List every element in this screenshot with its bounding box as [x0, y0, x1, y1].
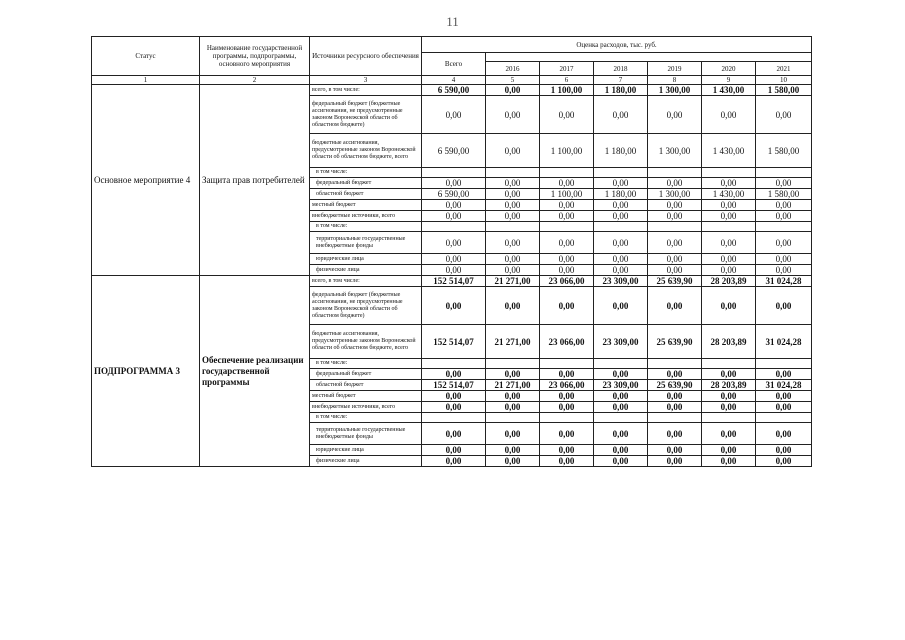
- source-label: всего, в том числе:: [310, 85, 422, 96]
- value-cell: 0,00: [540, 287, 594, 325]
- value-cell: 0,00: [422, 232, 486, 254]
- value-cell: 31 024,28: [756, 380, 812, 391]
- value-cell: 0,00: [422, 287, 486, 325]
- value-cell: [594, 359, 648, 369]
- value-cell: 1 180,00: [594, 189, 648, 200]
- column-number: 3: [310, 76, 422, 85]
- value-cell: 28 203,89: [702, 325, 756, 359]
- value-cell: 0,00: [540, 265, 594, 276]
- value-cell: 0,00: [540, 254, 594, 265]
- value-cell: 1 430,00: [702, 85, 756, 96]
- column-number: 1: [92, 76, 200, 85]
- value-cell: 152 514,07: [422, 276, 486, 287]
- source-label: территориальные государственные внебюджетные фонды: [310, 232, 422, 254]
- value-cell: 0,00: [702, 265, 756, 276]
- value-cell: 0,00: [594, 287, 648, 325]
- header-year: 2017: [540, 62, 594, 76]
- table-row: [92, 85, 812, 96]
- source-label: физические лица: [310, 456, 422, 467]
- header-year: 2021: [756, 62, 812, 76]
- value-cell: 1 100,00: [540, 85, 594, 96]
- value-cell: 1 180,00: [594, 85, 648, 96]
- value-cell: 1 430,00: [702, 189, 756, 200]
- value-cell: 0,00: [756, 456, 812, 467]
- value-cell: 28 203,89: [702, 380, 756, 391]
- value-cell: 0,00: [648, 456, 702, 467]
- value-cell: 0,00: [486, 402, 540, 413]
- value-cell: 1 100,00: [540, 189, 594, 200]
- value-cell: [486, 222, 540, 232]
- source-label: физические лица: [310, 265, 422, 276]
- value-cell: [756, 168, 812, 178]
- value-cell: 0,00: [594, 178, 648, 189]
- value-cell: 0,00: [702, 200, 756, 211]
- value-cell: 152 514,07: [422, 325, 486, 359]
- source-label: юридические лица: [310, 254, 422, 265]
- value-cell: 0,00: [540, 96, 594, 134]
- value-cell: 0,00: [486, 232, 540, 254]
- value-cell: 0,00: [486, 445, 540, 456]
- value-cell: 0,00: [540, 369, 594, 380]
- value-cell: 1 580,00: [756, 134, 812, 168]
- header-program-name: Наименование государственной программы, подпрограммы, основного мероприятия: [200, 37, 310, 76]
- value-cell: 0,00: [486, 423, 540, 445]
- value-cell: 0,00: [486, 85, 540, 96]
- value-cell: 0,00: [540, 456, 594, 467]
- value-cell: 0,00: [702, 391, 756, 402]
- value-cell: [540, 222, 594, 232]
- value-cell: [486, 413, 540, 423]
- value-cell: 0,00: [702, 445, 756, 456]
- value-cell: 0,00: [756, 423, 812, 445]
- value-cell: [422, 168, 486, 178]
- value-cell: 6 590,00: [422, 85, 486, 96]
- value-cell: 0,00: [756, 211, 812, 222]
- source-label: юридические лица: [310, 445, 422, 456]
- value-cell: 0,00: [648, 287, 702, 325]
- header-total: Всего: [422, 53, 486, 76]
- value-cell: [702, 168, 756, 178]
- value-cell: 0,00: [756, 287, 812, 325]
- value-cell: 1 580,00: [756, 85, 812, 96]
- value-cell: 0,00: [648, 232, 702, 254]
- value-cell: [540, 359, 594, 369]
- column-number: 2: [200, 76, 310, 85]
- value-cell: 0,00: [486, 287, 540, 325]
- column-number: 6: [540, 76, 594, 85]
- value-cell: 21 271,00: [486, 276, 540, 287]
- value-cell: 23 309,00: [594, 380, 648, 391]
- source-label: внебюджетные источники, всего: [310, 211, 422, 222]
- value-cell: [756, 413, 812, 423]
- value-cell: 0,00: [648, 423, 702, 445]
- value-cell: 0,00: [486, 254, 540, 265]
- value-cell: 0,00: [486, 391, 540, 402]
- value-cell: [648, 222, 702, 232]
- value-cell: 1 580,00: [756, 189, 812, 200]
- value-cell: 0,00: [422, 200, 486, 211]
- value-cell: 1 300,00: [648, 85, 702, 96]
- source-label: в том числе:: [310, 222, 422, 232]
- value-cell: 23 066,00: [540, 325, 594, 359]
- value-cell: 0,00: [648, 211, 702, 222]
- source-label: в том числе:: [310, 359, 422, 369]
- value-cell: 23 066,00: [540, 276, 594, 287]
- column-number: 4: [422, 76, 486, 85]
- header-sources: Источники ресурсного обеспечения: [310, 37, 422, 76]
- value-cell: 0,00: [648, 391, 702, 402]
- value-cell: 0,00: [486, 265, 540, 276]
- source-label: бюджетные ассигнования, предусмотренные законом Воронежской области об областном бюджете, всего: [310, 134, 422, 168]
- value-cell: 0,00: [648, 402, 702, 413]
- value-cell: 0,00: [422, 178, 486, 189]
- table-body: [92, 85, 812, 467]
- value-cell: 0,00: [702, 96, 756, 134]
- value-cell: 0,00: [756, 369, 812, 380]
- value-cell: [486, 359, 540, 369]
- value-cell: 0,00: [594, 96, 648, 134]
- header-years-spacer: [486, 53, 812, 62]
- value-cell: 0,00: [594, 265, 648, 276]
- header-estimate: Оценка расходов, тыс. руб.: [422, 37, 812, 53]
- source-label: федеральный бюджет (бюджетные ассигнования, не предусмотренные законом Воронежской области об областном бюджете): [310, 287, 422, 325]
- value-cell: 1 100,00: [540, 134, 594, 168]
- value-cell: [756, 359, 812, 369]
- value-cell: [594, 168, 648, 178]
- value-cell: 1 430,00: [702, 134, 756, 168]
- value-cell: 0,00: [594, 391, 648, 402]
- value-cell: 1 300,00: [648, 134, 702, 168]
- value-cell: [422, 359, 486, 369]
- header-year: 2016: [486, 62, 540, 76]
- value-cell: 0,00: [594, 200, 648, 211]
- value-cell: 0,00: [486, 369, 540, 380]
- column-number: 8: [648, 76, 702, 85]
- value-cell: 0,00: [756, 178, 812, 189]
- value-cell: [422, 222, 486, 232]
- value-cell: 0,00: [540, 445, 594, 456]
- source-label: областной бюджет: [310, 189, 422, 200]
- value-cell: 23 309,00: [594, 325, 648, 359]
- source-label: областной бюджет: [310, 380, 422, 391]
- value-cell: 0,00: [648, 445, 702, 456]
- source-label: местный бюджет: [310, 391, 422, 402]
- value-cell: 25 639,90: [648, 276, 702, 287]
- value-cell: 0,00: [422, 254, 486, 265]
- value-cell: 0,00: [486, 456, 540, 467]
- block-name: Защита прав потребителей: [200, 85, 310, 276]
- value-cell: 0,00: [422, 402, 486, 413]
- column-number: 7: [594, 76, 648, 85]
- value-cell: 6 590,00: [422, 189, 486, 200]
- value-cell: 0,00: [540, 211, 594, 222]
- value-cell: 0,00: [702, 211, 756, 222]
- source-label: федеральный бюджет (бюджетные ассигнования, не предусмотренные законом Воронежской области об областном бюджете): [310, 96, 422, 134]
- value-cell: 0,00: [702, 402, 756, 413]
- value-cell: [594, 222, 648, 232]
- value-cell: 0,00: [540, 178, 594, 189]
- value-cell: 0,00: [702, 369, 756, 380]
- header-status: Статус: [92, 37, 200, 76]
- value-cell: 0,00: [702, 456, 756, 467]
- value-cell: 28 203,89: [702, 276, 756, 287]
- value-cell: 0,00: [486, 178, 540, 189]
- header-year: 2019: [648, 62, 702, 76]
- block-status: ПОДПРОГРАММА 3: [92, 276, 200, 467]
- value-cell: 0,00: [648, 254, 702, 265]
- value-cell: 152 514,07: [422, 380, 486, 391]
- source-label: территориальные государственные внебюджетные фонды: [310, 423, 422, 445]
- value-cell: 0,00: [486, 211, 540, 222]
- value-cell: [648, 359, 702, 369]
- block-status: Основное мероприятие 4: [92, 85, 200, 276]
- value-cell: 6 590,00: [422, 134, 486, 168]
- value-cell: 0,00: [756, 265, 812, 276]
- value-cell: 0,00: [540, 402, 594, 413]
- value-cell: [702, 222, 756, 232]
- value-cell: 0,00: [594, 456, 648, 467]
- source-label: в том числе:: [310, 168, 422, 178]
- value-cell: 25 639,90: [648, 380, 702, 391]
- value-cell: 0,00: [594, 402, 648, 413]
- value-cell: [540, 168, 594, 178]
- value-cell: 31 024,28: [756, 325, 812, 359]
- value-cell: 0,00: [486, 189, 540, 200]
- value-cell: 31 024,28: [756, 276, 812, 287]
- value-cell: 0,00: [594, 232, 648, 254]
- source-label: федеральный бюджет: [310, 178, 422, 189]
- value-cell: 1 300,00: [648, 189, 702, 200]
- value-cell: 0,00: [594, 254, 648, 265]
- source-label: в том числе:: [310, 413, 422, 423]
- value-cell: 0,00: [540, 232, 594, 254]
- value-cell: 1 180,00: [594, 134, 648, 168]
- value-cell: 0,00: [422, 369, 486, 380]
- value-cell: 0,00: [540, 391, 594, 402]
- value-cell: 0,00: [486, 134, 540, 168]
- budget-table: [91, 36, 812, 467]
- value-cell: 0,00: [594, 445, 648, 456]
- budget-table-container: [91, 36, 812, 467]
- value-cell: [422, 413, 486, 423]
- value-cell: 0,00: [648, 265, 702, 276]
- value-cell: [648, 168, 702, 178]
- table-row: [92, 276, 812, 287]
- value-cell: 0,00: [648, 200, 702, 211]
- column-number: 10: [756, 76, 812, 85]
- value-cell: [594, 413, 648, 423]
- value-cell: 0,00: [540, 423, 594, 445]
- value-cell: 23 309,00: [594, 276, 648, 287]
- value-cell: [648, 413, 702, 423]
- value-cell: 0,00: [648, 178, 702, 189]
- value-cell: [702, 413, 756, 423]
- value-cell: 0,00: [422, 96, 486, 134]
- value-cell: 0,00: [756, 391, 812, 402]
- source-label: федеральный бюджет: [310, 369, 422, 380]
- page-number: 11: [446, 14, 459, 29]
- value-cell: 0,00: [422, 423, 486, 445]
- value-cell: 0,00: [422, 391, 486, 402]
- value-cell: 21 271,00: [486, 380, 540, 391]
- value-cell: 0,00: [594, 423, 648, 445]
- column-number: 5: [486, 76, 540, 85]
- value-cell: [756, 222, 812, 232]
- value-cell: 0,00: [756, 402, 812, 413]
- block-name: Обеспечение реализации государственной программы: [200, 276, 310, 467]
- value-cell: 0,00: [702, 232, 756, 254]
- source-label: местный бюджет: [310, 200, 422, 211]
- value-cell: 21 271,00: [486, 325, 540, 359]
- value-cell: 0,00: [702, 254, 756, 265]
- value-cell: 0,00: [756, 254, 812, 265]
- value-cell: 0,00: [540, 200, 594, 211]
- value-cell: 0,00: [486, 200, 540, 211]
- value-cell: 0,00: [648, 369, 702, 380]
- value-cell: 0,00: [756, 200, 812, 211]
- value-cell: [702, 359, 756, 369]
- value-cell: 0,00: [422, 265, 486, 276]
- value-cell: 0,00: [756, 445, 812, 456]
- source-label: бюджетные ассигнования, предусмотренные законом Воронежской области об областном бюджете, всего: [310, 325, 422, 359]
- value-cell: 0,00: [594, 211, 648, 222]
- value-cell: 0,00: [702, 178, 756, 189]
- value-cell: 25 639,90: [648, 325, 702, 359]
- value-cell: 0,00: [756, 96, 812, 134]
- value-cell: 0,00: [702, 423, 756, 445]
- value-cell: 0,00: [486, 96, 540, 134]
- value-cell: 0,00: [756, 232, 812, 254]
- value-cell: 0,00: [702, 287, 756, 325]
- column-number: 9: [702, 76, 756, 85]
- value-cell: 0,00: [422, 456, 486, 467]
- value-cell: [540, 413, 594, 423]
- value-cell: 0,00: [594, 369, 648, 380]
- header-year: 2018: [594, 62, 648, 76]
- source-label: внебюджетные источники, всего: [310, 402, 422, 413]
- source-label: всего, в том числе:: [310, 276, 422, 287]
- value-cell: 0,00: [648, 96, 702, 134]
- value-cell: 0,00: [422, 211, 486, 222]
- value-cell: 0,00: [422, 445, 486, 456]
- header-year: 2020: [702, 62, 756, 76]
- value-cell: [486, 168, 540, 178]
- value-cell: 23 066,00: [540, 380, 594, 391]
